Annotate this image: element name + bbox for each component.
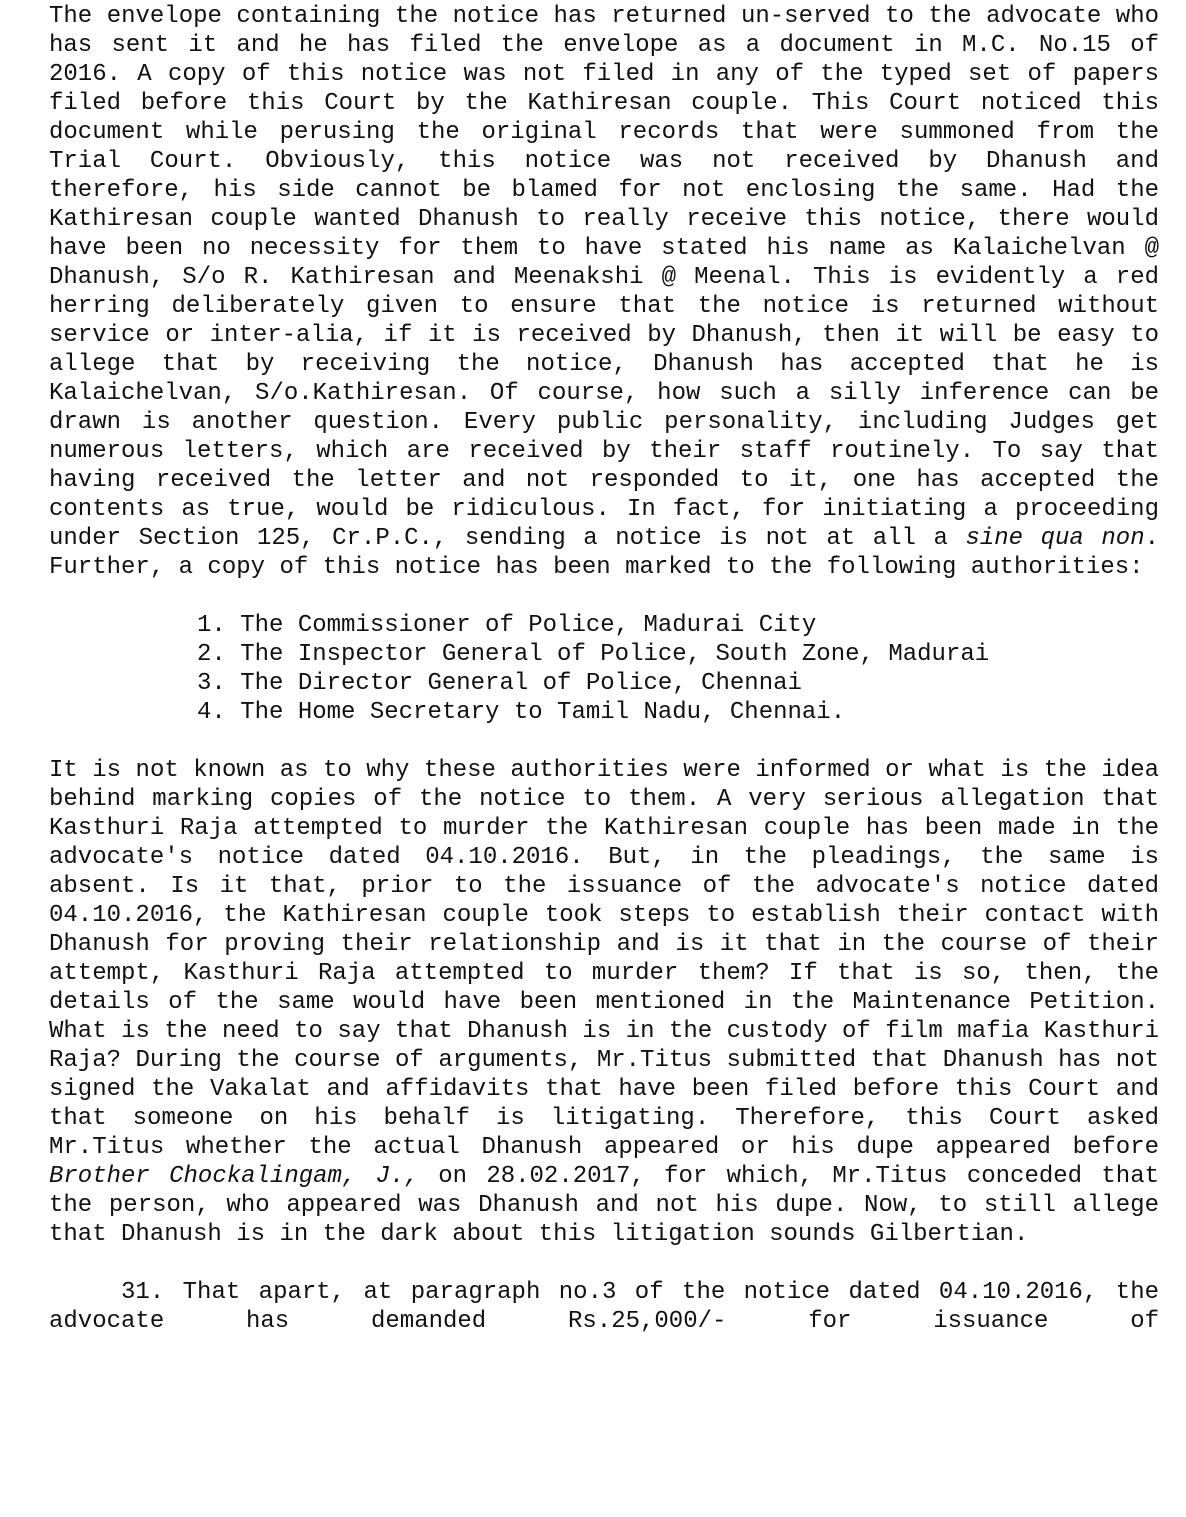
paragraph-text: It is not known as to why these authorities were informed or what is the idea behind marking copies of the notice to them. A very serious allegation that Kasthuri Raja attempted to murder the Kathiresan couple has been made in the advocate's notice dated 04.10.2016. But, in the pleadings, the same is absent. Is it that, prior to the issuance of the advocate's notice dated 04.10.2016, the Kathiresan couple took steps to establish their contact with Dhanush for proving their relationship and is it that in the course of their attempt, Kasthuri Raja attempted to murder them? If that is so, then, the details of the same would have been mentioned in the Maintenance Petition. What is the need to say that Dhanush is in the custody of film mafia Kasthuri Raja? During the course of arguments, Mr.Titus submitted that Dhanush has not signed the Vakalat and affidavits that have been filed before this Court and that someone on his behalf is litigating. Therefore, this Court asked Mr.Titus whether the actual Dhanush appeared or his dupe appeared before [49,757,1159,1161]
italic-judge-name: Brother Chockalingam, J., [49,1163,419,1190]
paragraph-text: on 28.02.2017, for which, Mr.Titus conceded that the person, who appeared was Dhanush and not his dupe. Now, to still allege that Dhanush is in the dark about this litigation sounds Gilbertian. [49,1163,1159,1248]
document-page [49,2,1159,1336]
list-item: 4. The Home Secretary to Tamil Nadu, Chennai. [197,699,846,726]
paragraph-text: That apart, at paragraph no.3 of the notice dated 04.10.2016, the advocate has demanded Rs.25,000/- for issuance of [49,1279,1159,1335]
paragraph-envelope-notice [49,2,1159,582]
paragraph-31 [49,1278,1159,1336]
italic-term: sine qua non [965,525,1145,552]
paragraph-text: . Further, a copy of this notice has been marked to the following authorities: [49,525,1160,581]
list-item: 2. The Inspector General of Police, South Zone, Madurai [197,641,990,668]
list-item: 1. The Commissioner of Police, Madurai City [197,612,817,639]
list-item: 3. The Director General of Police, Chennai [197,670,802,697]
paragraph-authorities-question [49,756,1159,1249]
authorities-list [49,611,1159,727]
paragraph-text: The envelope containing the notice has returned un-served to the advocate who has sent it and he has filed the envelope as a document in M.C. No.15 of 2016. A copy of this notice was not filed in any of the typed set of papers filed before this Court by the Kathiresan couple. This Court noticed this document while perusing the original records that were summoned from the Trial Court. Obviously, this notice was not received by Dhanush and therefore, his side cannot be blamed for not enclosing the same. Had the Kathiresan couple wanted Dhanush to really receive this notice, there would have been no necessity for them to have stated his name as Kalaichelvan @ Dhanush, S/o R. Kathiresan and Meenakshi @ Meenal. This is evidently a red herring deliberately given to ensure that the notice is returned without service or inter-alia, if it is received by Dhanush, then it will be easy to allege that by receiving the notice, Dhanush has accepted that he is Kalaichelvan, S/o.Kathiresan. Of course, how such a silly inference can be drawn is another question. Every public personality, including Judges get numerous letters, which are received by their staff routinely. To say that having received the letter and not responded to it, one has accepted the contents as true, would be ridiculous. In fact, for initiating a proceeding under Section 125, Cr.P.C., sending a notice is not at all a [49,3,1159,552]
paragraph-number: 31. [121,1279,165,1306]
